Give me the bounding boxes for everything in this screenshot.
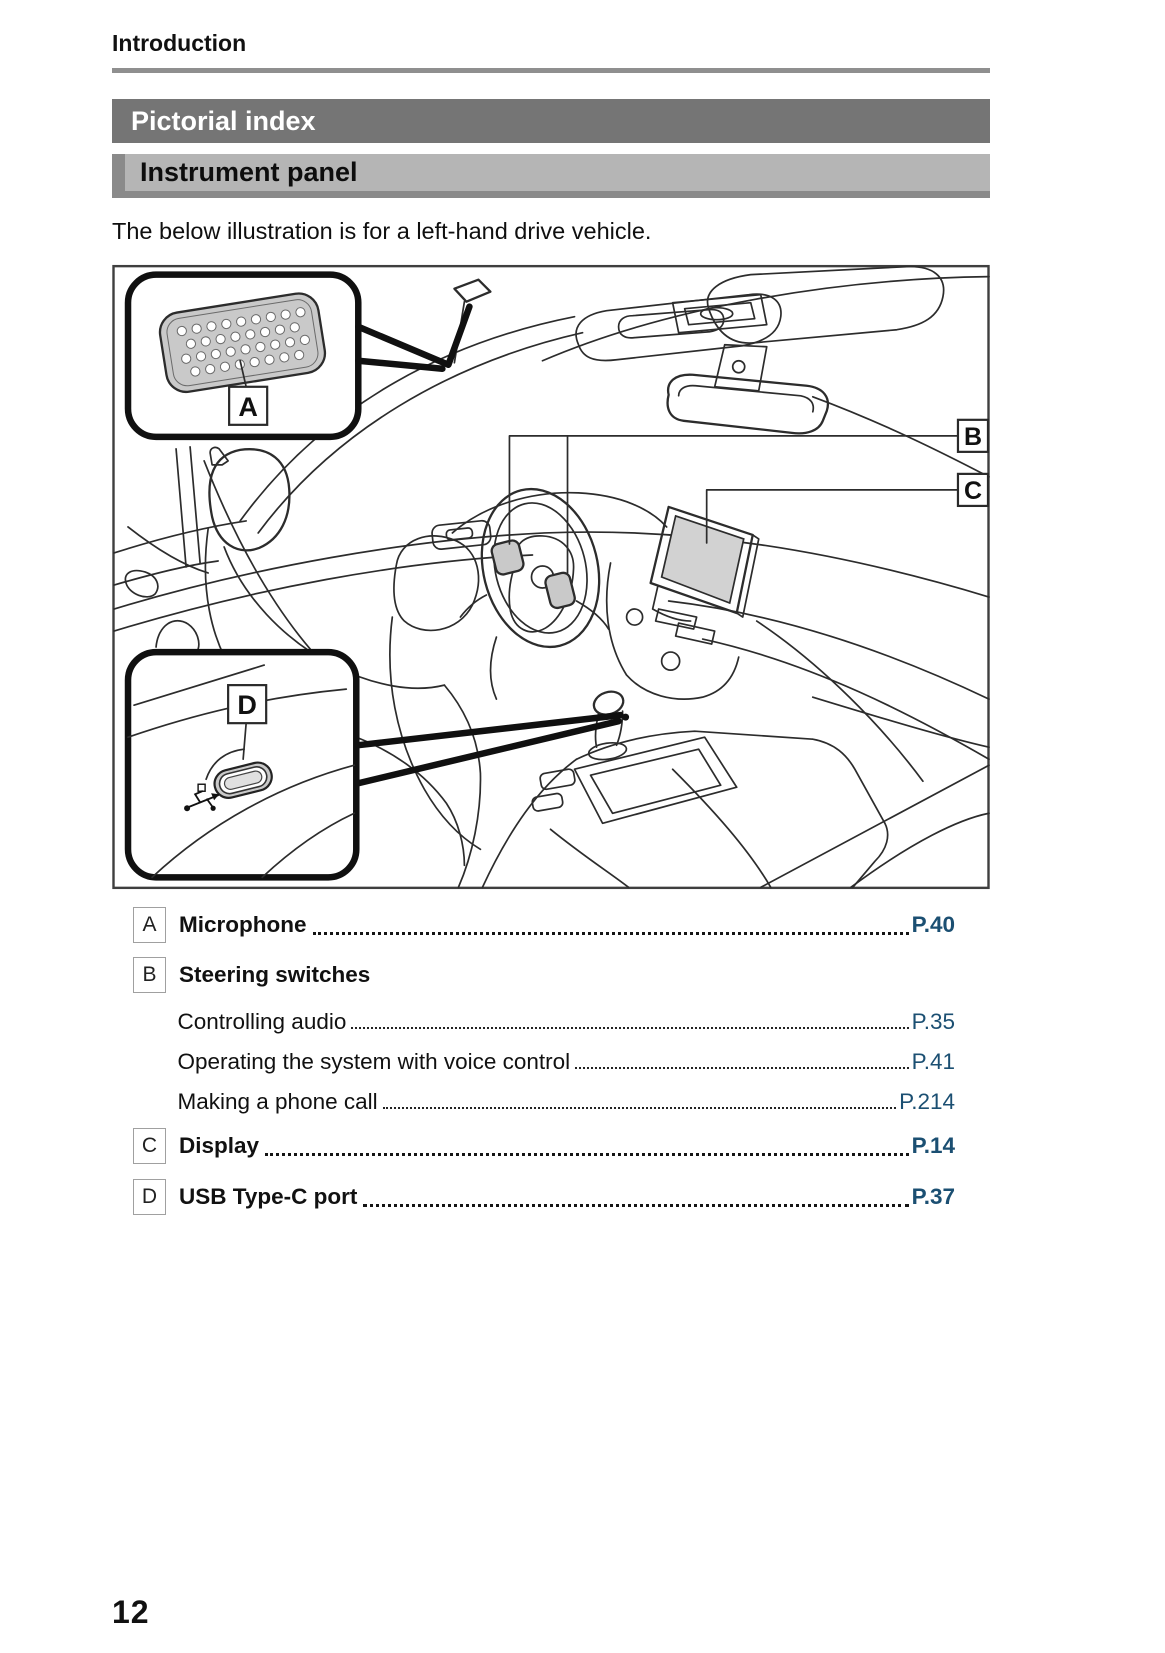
leader-dots [265,1153,909,1156]
index-label: Display [179,1133,260,1158]
index-label: USB Type-C port [179,1184,358,1209]
leader-dots [575,1067,908,1069]
steering-switch-left [490,539,525,576]
leader-dots [351,1027,908,1029]
index-label: Steering switches [179,962,371,987]
section-header: Introduction [112,30,247,56]
page-ref: P.40 [911,912,955,937]
leader-dots [383,1107,896,1109]
index-letter-b: B [133,957,166,993]
instrument-panel-figure [112,264,990,890]
index-letter-c: C [133,1128,166,1164]
topic-banner [112,154,990,198]
index-letter-a: A [133,907,166,943]
page-ref: P.37 [911,1184,955,1209]
index-row-steering-switches [133,957,955,993]
header-rule [112,68,990,73]
callout-letter-c: C [963,476,983,505]
page-ref: P.214 [899,1089,955,1114]
chapter-banner [112,99,990,143]
index-letter-d: D [133,1179,166,1215]
index-subrow-controlling-audio [133,1007,955,1037]
pictorial-index-list [133,907,955,1215]
index-row-usb-port [133,1179,955,1215]
index-row-microphone [133,907,955,943]
leader-dots [313,932,909,935]
index-subrow-phone-call [133,1087,955,1117]
page-number: 12 [112,1594,150,1630]
topic-banner-inner [125,154,990,191]
chapter-banner-title: Pictorial index [131,106,316,136]
callout-letter-b: B [963,422,983,451]
page-ref: P.35 [911,1009,955,1034]
index-row-display [133,1128,955,1164]
callout-letter-a: A [238,391,258,422]
index-subrow-voice-control [133,1047,955,1077]
intro-text: The below illustration is for a left-hand drive vehicle. [112,218,652,244]
page-ref: P.14 [911,1133,955,1158]
leader-dots [363,1204,908,1207]
index-sublabel: Operating the system with voice control [177,1049,571,1074]
instrument-panel-illustration [112,264,990,890]
index-label: Microphone [179,912,307,937]
topic-banner-title: Instrument panel [140,157,358,187]
callout-letter-d: D [237,690,257,721]
index-sublabel: Making a phone call [177,1089,378,1114]
index-sublabel: Controlling audio [177,1009,347,1034]
page-ref: P.41 [911,1049,955,1074]
